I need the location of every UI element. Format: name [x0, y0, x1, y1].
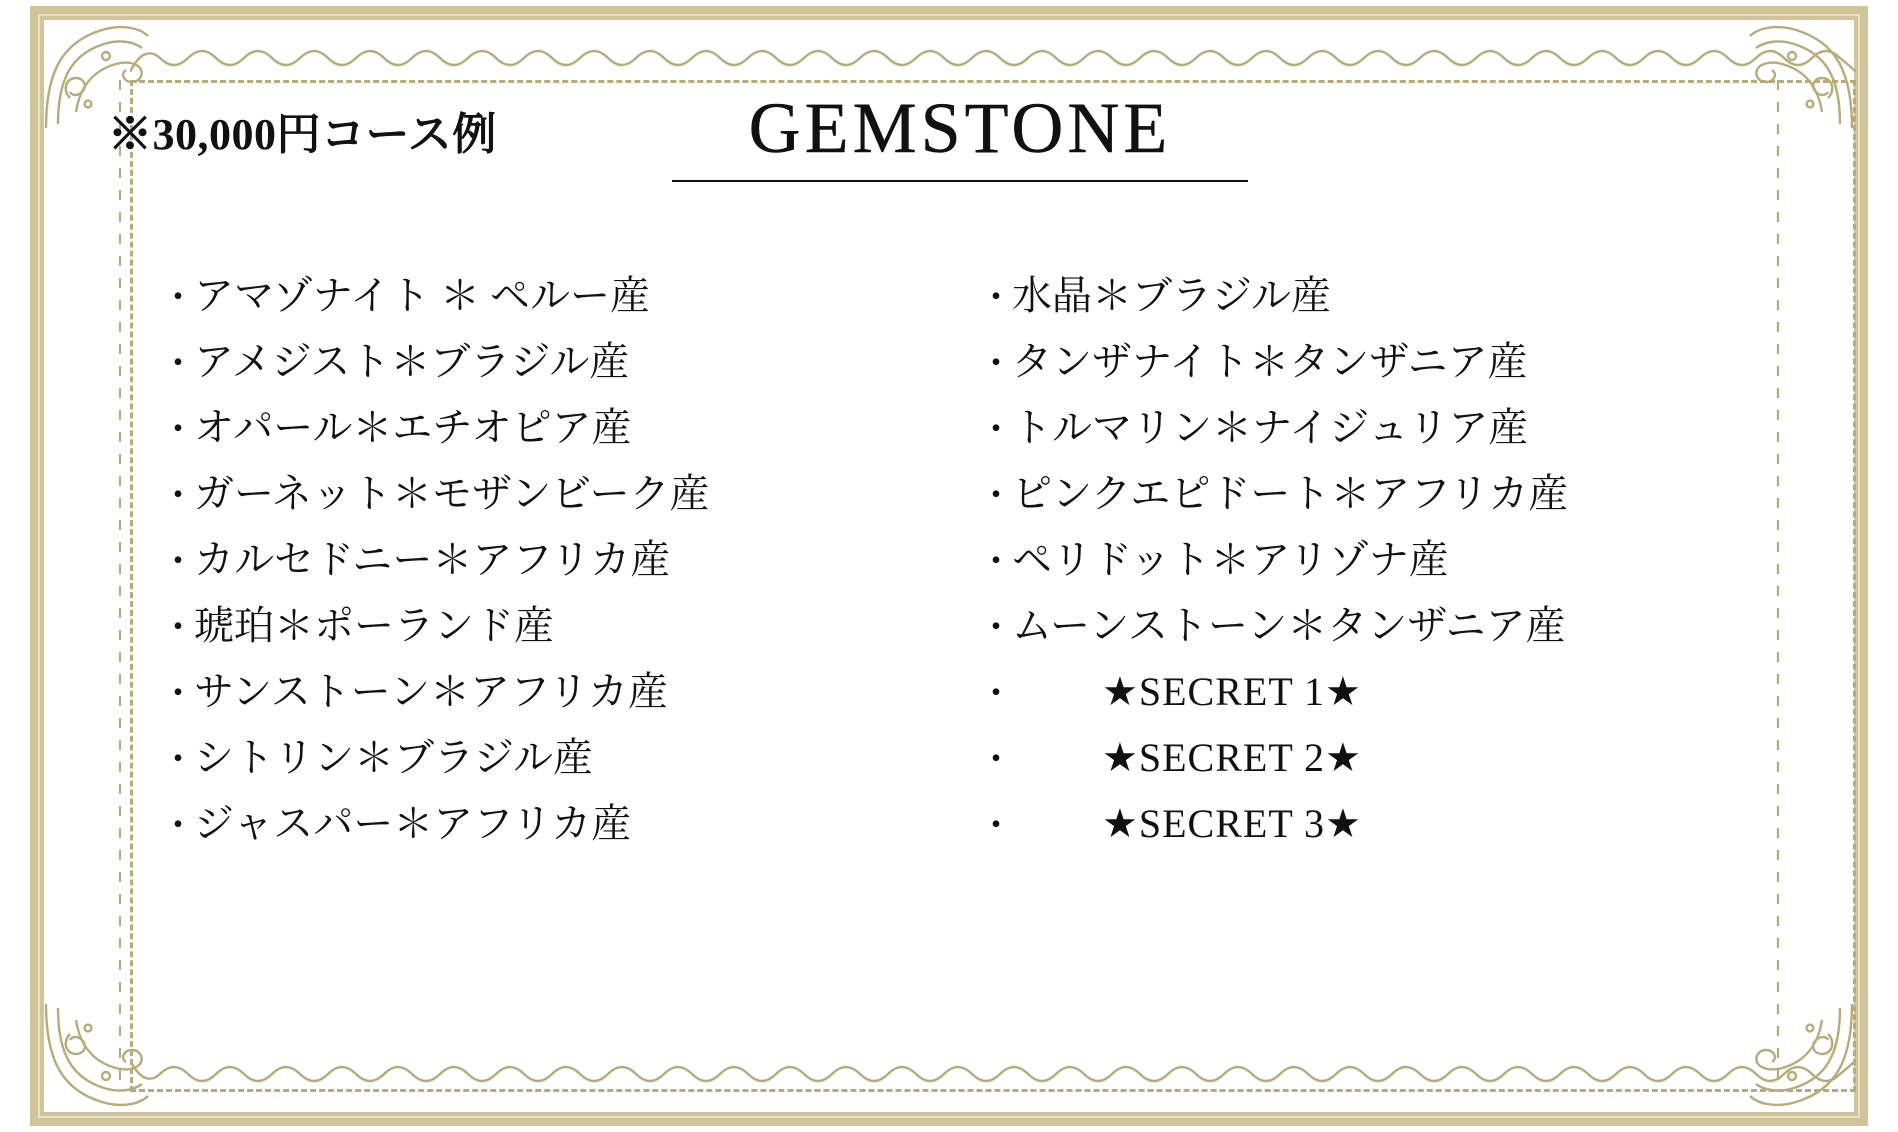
list-item — [978, 339, 1738, 408]
list-item — [160, 735, 920, 804]
list-item — [978, 273, 1738, 342]
ornament-border-left — [86, 80, 134, 1092]
list-item — [978, 669, 1738, 738]
bullet-icon: ・ — [978, 343, 1015, 383]
gemstone-label: タンザナイト＊タンザニア産 — [1012, 339, 1528, 384]
gemstone-label: ガーネット＊モザンビーク産 — [194, 471, 710, 516]
page-title: GEMSTONE — [748, 88, 1172, 168]
bullet-icon: ・ — [978, 607, 1015, 647]
gemstone-label: アメジスト＊ブラジル産 — [194, 339, 630, 384]
gemstone-label: アマゾナイト ＊ ペルー産 — [194, 273, 650, 318]
course-note: ※30,000円コース例 — [108, 110, 497, 159]
title-block — [660, 88, 1260, 182]
bullet-icon: ・ — [978, 277, 1015, 317]
gemstone-column-right — [978, 273, 1738, 870]
list-item — [160, 339, 920, 408]
bullet-icon: ・ — [978, 409, 1015, 449]
bullet-icon: ・ — [978, 541, 1015, 581]
bullet-icon: ・ — [160, 673, 197, 713]
list-item — [160, 471, 920, 540]
list-item — [978, 603, 1738, 672]
gemstone-label: 琥珀＊ポーランド産 — [194, 603, 554, 648]
gemstone-label: カルセドニー＊アフリカ産 — [194, 537, 671, 582]
secret-slot-label: ★SECRET 3★ — [1102, 801, 1362, 846]
secret-slot-label: ★SECRET 1★ — [1102, 669, 1362, 714]
gemstone-label: シトリン＊ブラジル産 — [194, 735, 593, 780]
gemstone-label: ペリドット＊アリゾナ産 — [1012, 537, 1449, 582]
list-item — [978, 471, 1738, 540]
gemstone-column-left — [160, 273, 920, 870]
bullet-icon: ・ — [160, 277, 197, 317]
gemstone-label: ピンクエピドート＊アフリカ産 — [1012, 471, 1569, 516]
list-item — [978, 735, 1738, 804]
bullet-icon: ・ — [160, 607, 197, 647]
gemstone-label: 水晶＊ブラジル産 — [1012, 273, 1331, 318]
bullet-icon: ・ — [978, 475, 1015, 515]
gemstone-label: ジャスパー＊アフリカ産 — [194, 801, 632, 846]
gemstone-label: ムーンストーン＊タンザニア産 — [1012, 603, 1566, 648]
bullet-icon: ・ — [978, 805, 1015, 845]
secret-slot-label: ★SECRET 2★ — [1102, 735, 1362, 780]
ornament-scroll-top — [130, 34, 1856, 82]
list-item — [160, 537, 920, 606]
list-item — [160, 603, 920, 672]
bullet-icon: ・ — [160, 805, 197, 845]
list-item — [978, 801, 1738, 870]
list-item — [160, 801, 920, 870]
list-item — [978, 405, 1738, 474]
title-underline — [672, 180, 1248, 182]
list-item — [978, 537, 1738, 606]
gemstone-label: オパール＊エチオピア産 — [194, 405, 632, 450]
list-item — [160, 669, 920, 738]
bullet-icon: ・ — [160, 739, 197, 779]
bullet-icon: ・ — [160, 541, 197, 581]
gemstone-list — [160, 273, 1740, 870]
bullet-icon: ・ — [978, 673, 1015, 713]
bullet-icon: ・ — [978, 739, 1015, 779]
bullet-icon: ・ — [160, 343, 197, 383]
bullet-icon: ・ — [160, 475, 197, 515]
list-item — [160, 273, 920, 342]
gemstone-label: サンストーン＊アフリカ産 — [194, 669, 668, 714]
gemstone-label: トルマリン＊ナイジュリア産 — [1012, 405, 1529, 450]
bullet-icon: ・ — [160, 409, 197, 449]
list-item — [160, 405, 920, 474]
